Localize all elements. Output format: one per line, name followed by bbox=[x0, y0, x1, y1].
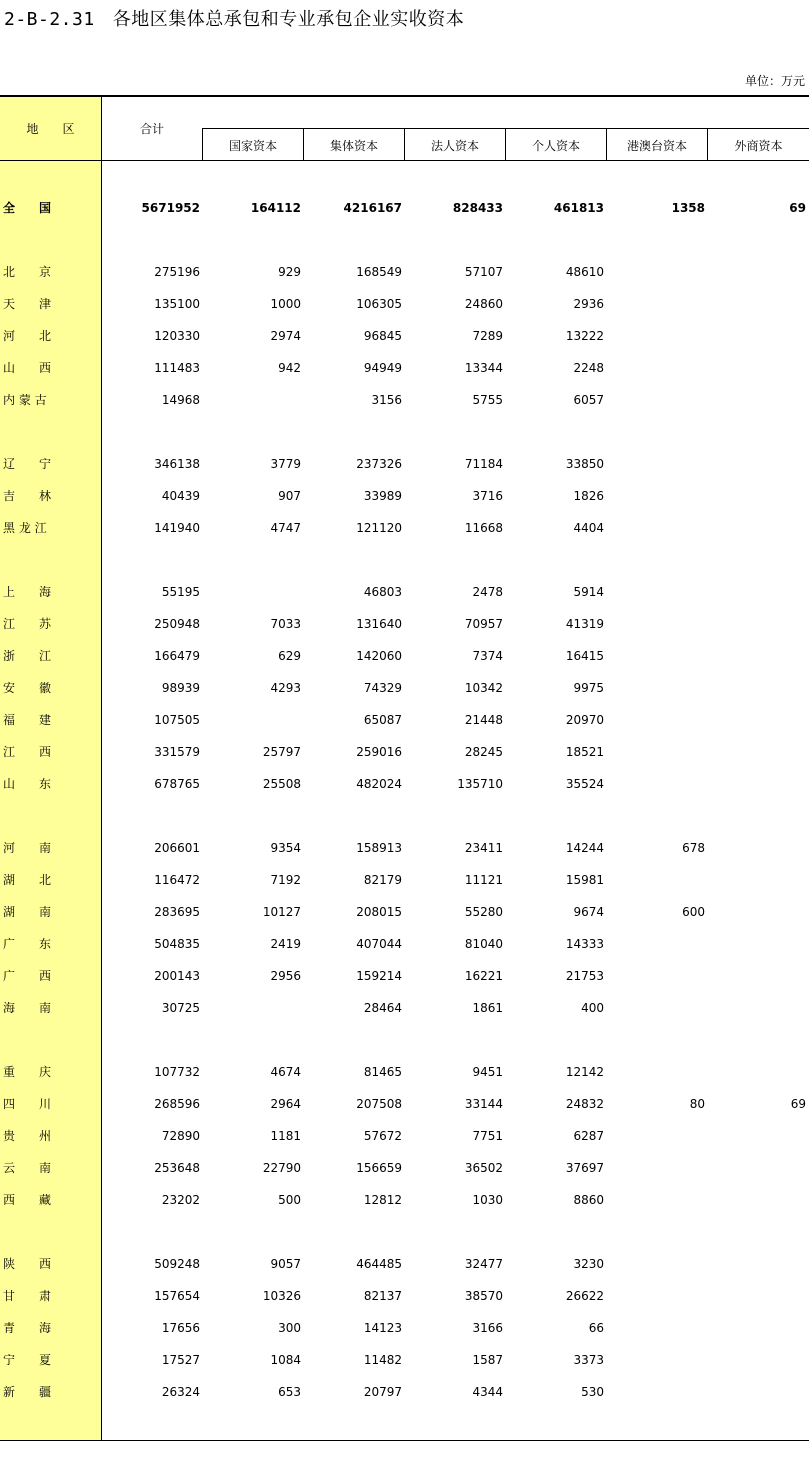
row-value-cell: 10326 bbox=[262, 1289, 301, 1303]
row-value-cell: 530 bbox=[581, 1385, 604, 1399]
table-row bbox=[0, 1382, 809, 1402]
row-value-cell: 106305 bbox=[356, 297, 402, 311]
row-value-cell: 66 bbox=[588, 1321, 604, 1335]
row-value-cell: 1000 bbox=[270, 297, 301, 311]
row-value-cell: 12142 bbox=[565, 1065, 604, 1079]
row-value-cell: 157654 bbox=[154, 1289, 200, 1303]
row-value-cell: 3779 bbox=[270, 457, 301, 471]
row-value-cell: 253648 bbox=[154, 1161, 200, 1175]
row-value-cell: 55280 bbox=[464, 905, 503, 919]
row-value-cell: 206601 bbox=[154, 841, 200, 855]
header-region: 地 区 bbox=[26, 122, 75, 136]
row-value-cell: 1826 bbox=[573, 489, 604, 503]
row-value-cell: 10342 bbox=[464, 681, 503, 695]
row-value-cell: 17527 bbox=[161, 1353, 200, 1367]
row-value-cell: 168549 bbox=[356, 265, 402, 279]
row-value-cell: 41319 bbox=[565, 617, 604, 631]
row-value-cell: 4293 bbox=[270, 681, 301, 695]
row-value-cell: 121120 bbox=[356, 521, 402, 535]
row-value-cell: 16221 bbox=[464, 969, 503, 983]
row-value-cell: 14333 bbox=[565, 937, 604, 951]
row-value-cell: 81465 bbox=[363, 1065, 402, 1079]
row-value-cell: 71184 bbox=[464, 457, 503, 471]
header-individual-capital: 个人资本 bbox=[531, 139, 580, 153]
row-value-cell: 72890 bbox=[161, 1129, 200, 1143]
table-row bbox=[0, 486, 809, 506]
row-value-cell: 500 bbox=[278, 1193, 301, 1207]
row-value-cell: 116472 bbox=[154, 873, 200, 887]
row-value-cell: 9451 bbox=[472, 1065, 503, 1079]
row-value-cell: 629 bbox=[278, 649, 301, 663]
row-region-name: 内 蒙 古 bbox=[3, 393, 47, 407]
row-value-cell: 22790 bbox=[262, 1161, 301, 1175]
row-region-name: 四 川 bbox=[3, 1097, 52, 1111]
table-row bbox=[0, 966, 809, 986]
row-value-cell: 21753 bbox=[565, 969, 604, 983]
row-value-cell: 38570 bbox=[464, 1289, 503, 1303]
row-value-cell: 208015 bbox=[356, 905, 402, 919]
row-value-cell: 11668 bbox=[464, 521, 503, 535]
row-region-name: 浙 江 bbox=[3, 649, 52, 663]
row-value-cell: 26324 bbox=[161, 1385, 200, 1399]
row-value-cell: 8860 bbox=[573, 1193, 604, 1207]
row-value-cell: 14244 bbox=[565, 841, 604, 855]
row-value-cell: 21448 bbox=[464, 713, 503, 727]
row-value-cell: 509248 bbox=[154, 1257, 200, 1271]
row-value-cell: 57107 bbox=[464, 265, 503, 279]
table-top-rule bbox=[0, 95, 809, 97]
row-region-name: 重 庆 bbox=[3, 1065, 52, 1079]
row-value-cell: 2248 bbox=[573, 361, 604, 375]
row-value-cell: 70957 bbox=[464, 617, 503, 631]
row-value-cell: 7033 bbox=[270, 617, 301, 631]
row-value-cell: 259016 bbox=[356, 745, 402, 759]
row-value-cell: 2974 bbox=[270, 329, 301, 343]
row-value-cell: 57672 bbox=[363, 1129, 402, 1143]
table-code: 2-B-2.31 bbox=[4, 9, 95, 30]
row-region-name: 贵 州 bbox=[3, 1129, 52, 1143]
header-legal-person-capital: 法人资本 bbox=[430, 139, 479, 153]
row-value-cell: 48610 bbox=[565, 265, 604, 279]
row-value-cell: 237326 bbox=[356, 457, 402, 471]
row-value-cell: 131640 bbox=[356, 617, 402, 631]
table-row bbox=[0, 1190, 809, 1210]
row-value-cell: 20970 bbox=[565, 713, 604, 727]
row-value-cell: 82137 bbox=[363, 1289, 402, 1303]
row-value-cell: 9057 bbox=[270, 1257, 301, 1271]
row-value-cell: 482024 bbox=[356, 777, 402, 791]
row-value-cell: 464485 bbox=[356, 1257, 402, 1271]
row-region-name: 湖 南 bbox=[3, 905, 52, 919]
row-region-name: 甘 肃 bbox=[3, 1289, 52, 1303]
table-title-text: 各地区集体总承包和专业承包企业实收资本 bbox=[112, 9, 465, 30]
header-foreign-capital: 外商资本 bbox=[734, 139, 783, 153]
row-value-cell: 1358 bbox=[671, 201, 705, 215]
row-value-cell: 33144 bbox=[464, 1097, 503, 1111]
row-region-name: 山 西 bbox=[3, 361, 52, 375]
row-value-cell: 828433 bbox=[452, 201, 503, 215]
row-value-cell: 33850 bbox=[565, 457, 604, 471]
row-region-name: 山 东 bbox=[3, 777, 52, 791]
row-value-cell: 12812 bbox=[363, 1193, 402, 1207]
row-value-cell: 2956 bbox=[270, 969, 301, 983]
row-value-cell: 7289 bbox=[472, 329, 503, 343]
table-row bbox=[0, 678, 809, 698]
table-row bbox=[0, 902, 809, 922]
row-region-name: 福 建 bbox=[3, 713, 52, 727]
row-value-cell: 28245 bbox=[464, 745, 503, 759]
table-title bbox=[4, 5, 464, 31]
row-value-cell: 2964 bbox=[270, 1097, 301, 1111]
row-value-cell: 81040 bbox=[464, 937, 503, 951]
row-value-cell: 3230 bbox=[573, 1257, 604, 1271]
row-region-name: 北 京 bbox=[3, 265, 52, 279]
row-value-cell: 1587 bbox=[472, 1353, 503, 1367]
table-row bbox=[0, 1286, 809, 1306]
row-value-cell: 1084 bbox=[270, 1353, 301, 1367]
row-value-cell: 82179 bbox=[363, 873, 402, 887]
row-value-cell: 24860 bbox=[464, 297, 503, 311]
row-value-cell: 942 bbox=[278, 361, 301, 375]
row-value-cell: 2936 bbox=[573, 297, 604, 311]
row-value-cell: 46803 bbox=[363, 585, 402, 599]
row-value-cell: 15981 bbox=[565, 873, 604, 887]
row-region-name: 广 西 bbox=[3, 969, 52, 983]
row-value-cell: 25797 bbox=[262, 745, 301, 759]
row-value-cell: 9674 bbox=[573, 905, 604, 919]
table-row bbox=[0, 198, 809, 218]
row-value-cell: 653 bbox=[278, 1385, 301, 1399]
row-value-cell: 74329 bbox=[363, 681, 402, 695]
row-region-name: 辽 宁 bbox=[3, 457, 52, 471]
row-value-cell: 13222 bbox=[565, 329, 604, 343]
table-row bbox=[0, 870, 809, 890]
row-value-cell: 28464 bbox=[363, 1001, 402, 1015]
row-value-cell: 346138 bbox=[154, 457, 200, 471]
row-value-cell: 26622 bbox=[565, 1289, 604, 1303]
row-value-cell: 135710 bbox=[457, 777, 503, 791]
row-region-name: 安 徽 bbox=[3, 681, 52, 695]
row-value-cell: 3373 bbox=[573, 1353, 604, 1367]
row-value-cell: 678 bbox=[682, 841, 705, 855]
row-region-name: 云 南 bbox=[3, 1161, 52, 1175]
row-value-cell: 35524 bbox=[565, 777, 604, 791]
row-value-cell: 23202 bbox=[161, 1193, 200, 1207]
row-value-cell: 10127 bbox=[262, 905, 301, 919]
table-row bbox=[0, 742, 809, 762]
row-value-cell: 141940 bbox=[154, 521, 200, 535]
row-region-name: 吉 林 bbox=[3, 489, 52, 503]
row-value-cell: 6287 bbox=[573, 1129, 604, 1143]
row-value-cell: 3156 bbox=[371, 393, 402, 407]
row-value-cell: 25508 bbox=[262, 777, 301, 791]
row-value-cell: 111483 bbox=[154, 361, 200, 375]
row-value-cell: 18521 bbox=[565, 745, 604, 759]
table-row bbox=[0, 998, 809, 1018]
row-value-cell: 907 bbox=[278, 489, 301, 503]
row-value-cell: 80 bbox=[689, 1097, 705, 1111]
row-region-name: 江 西 bbox=[3, 745, 52, 759]
table-row bbox=[0, 294, 809, 314]
row-value-cell: 14123 bbox=[363, 1321, 402, 1335]
row-region-name: 上 海 bbox=[3, 585, 52, 599]
table-row bbox=[0, 646, 809, 666]
row-value-cell: 3716 bbox=[472, 489, 503, 503]
table-row bbox=[0, 934, 809, 954]
row-value-cell: 142060 bbox=[356, 649, 402, 663]
row-value-cell: 5914 bbox=[573, 585, 604, 599]
table-row bbox=[0, 1254, 809, 1274]
table-row bbox=[0, 774, 809, 794]
row-value-cell: 40439 bbox=[161, 489, 200, 503]
row-region-name: 江 苏 bbox=[3, 617, 52, 631]
row-value-cell: 207508 bbox=[356, 1097, 402, 1111]
unit-label: 单位：万元 bbox=[744, 74, 805, 88]
table-row bbox=[0, 262, 809, 282]
row-value-cell: 98939 bbox=[161, 681, 200, 695]
row-value-cell: 11121 bbox=[464, 873, 503, 887]
row-value-cell: 65087 bbox=[363, 713, 402, 727]
row-region-name: 全 国 bbox=[3, 201, 52, 215]
row-value-cell: 33989 bbox=[363, 489, 402, 503]
row-value-cell: 107505 bbox=[154, 713, 200, 727]
row-value-cell: 678765 bbox=[154, 777, 200, 791]
table-row bbox=[0, 838, 809, 858]
row-value-cell: 2419 bbox=[270, 937, 301, 951]
row-value-cell: 159214 bbox=[356, 969, 402, 983]
row-value-cell: 200143 bbox=[154, 969, 200, 983]
table-row bbox=[0, 1062, 809, 1082]
row-value-cell: 32477 bbox=[464, 1257, 503, 1271]
row-value-cell: 30725 bbox=[161, 1001, 200, 1015]
table-row bbox=[0, 518, 809, 538]
row-region-name: 黑 龙 江 bbox=[3, 521, 47, 535]
row-value-cell: 4674 bbox=[270, 1065, 301, 1079]
row-value-cell: 2478 bbox=[472, 585, 503, 599]
row-value-cell: 37697 bbox=[565, 1161, 604, 1175]
table-bottom-rule bbox=[0, 1440, 809, 1441]
row-value-cell: 120330 bbox=[154, 329, 200, 343]
row-value-cell: 16415 bbox=[565, 649, 604, 663]
row-value-cell: 7192 bbox=[270, 873, 301, 887]
row-value-cell: 7374 bbox=[472, 649, 503, 663]
row-value-cell: 5755 bbox=[472, 393, 503, 407]
table-row bbox=[0, 710, 809, 730]
table-row bbox=[0, 1158, 809, 1178]
row-value-cell: 13344 bbox=[464, 361, 503, 375]
table-row bbox=[0, 454, 809, 474]
row-value-cell: 407044 bbox=[356, 937, 402, 951]
row-value-cell: 166479 bbox=[154, 649, 200, 663]
row-value-cell: 268596 bbox=[154, 1097, 200, 1111]
row-value-cell: 4216167 bbox=[343, 201, 402, 215]
row-region-name: 河 南 bbox=[3, 841, 52, 855]
row-value-cell: 283695 bbox=[154, 905, 200, 919]
row-value-cell: 250948 bbox=[154, 617, 200, 631]
row-region-name: 天 津 bbox=[3, 297, 52, 311]
row-value-cell: 24832 bbox=[565, 1097, 604, 1111]
row-value-cell: 36502 bbox=[464, 1161, 503, 1175]
row-value-cell: 55195 bbox=[161, 585, 200, 599]
row-value-cell: 69 bbox=[789, 201, 806, 215]
row-value-cell: 5671952 bbox=[141, 201, 200, 215]
row-value-cell: 504835 bbox=[154, 937, 200, 951]
table-row bbox=[0, 358, 809, 378]
row-region-name: 海 南 bbox=[3, 1001, 52, 1015]
header-hk-macao-taiwan-capital: 港澳台资本 bbox=[626, 139, 687, 153]
row-value-cell: 4404 bbox=[573, 521, 604, 535]
header-state-capital: 国家资本 bbox=[228, 139, 277, 153]
row-value-cell: 275196 bbox=[154, 265, 200, 279]
row-value-cell: 4747 bbox=[270, 521, 301, 535]
row-value-cell: 94949 bbox=[363, 361, 402, 375]
row-value-cell: 164112 bbox=[250, 201, 301, 215]
table-row bbox=[0, 1126, 809, 1146]
row-value-cell: 156659 bbox=[356, 1161, 402, 1175]
row-value-cell: 158913 bbox=[356, 841, 402, 855]
row-region-name: 河 北 bbox=[3, 329, 52, 343]
row-value-cell: 20797 bbox=[363, 1385, 402, 1399]
row-value-cell: 11482 bbox=[363, 1353, 402, 1367]
table-row bbox=[0, 614, 809, 634]
row-value-cell: 9975 bbox=[573, 681, 604, 695]
table-row bbox=[0, 1094, 809, 1114]
row-value-cell: 69 bbox=[790, 1097, 806, 1111]
row-region-name: 广 东 bbox=[3, 937, 52, 951]
row-value-cell: 1181 bbox=[270, 1129, 301, 1143]
header-total: 合计 bbox=[139, 122, 164, 136]
row-value-cell: 1030 bbox=[472, 1193, 503, 1207]
row-value-cell: 400 bbox=[581, 1001, 604, 1015]
header-collective-capital: 集体资本 bbox=[329, 139, 378, 153]
row-value-cell: 96845 bbox=[363, 329, 402, 343]
table-row bbox=[0, 390, 809, 410]
row-value-cell: 331579 bbox=[154, 745, 200, 759]
row-region-name: 宁 夏 bbox=[3, 1353, 52, 1367]
table-row bbox=[0, 1350, 809, 1370]
row-value-cell: 135100 bbox=[154, 297, 200, 311]
row-region-name: 西 藏 bbox=[3, 1193, 52, 1207]
row-value-cell: 107732 bbox=[154, 1065, 200, 1079]
row-value-cell: 929 bbox=[278, 265, 301, 279]
row-value-cell: 6057 bbox=[573, 393, 604, 407]
row-value-cell: 4344 bbox=[472, 1385, 503, 1399]
table-row bbox=[0, 326, 809, 346]
row-value-cell: 461813 bbox=[553, 201, 604, 215]
row-region-name: 青 海 bbox=[3, 1321, 52, 1335]
row-region-name: 陕 西 bbox=[3, 1257, 52, 1271]
table-row bbox=[0, 582, 809, 602]
row-region-name: 新 疆 bbox=[3, 1385, 52, 1399]
row-value-cell: 1861 bbox=[472, 1001, 503, 1015]
row-value-cell: 23411 bbox=[464, 841, 503, 855]
row-region-name: 湖 北 bbox=[3, 873, 52, 887]
table-row bbox=[0, 1318, 809, 1338]
row-value-cell: 3166 bbox=[472, 1321, 503, 1335]
row-value-cell: 7751 bbox=[472, 1129, 503, 1143]
row-value-cell: 14968 bbox=[161, 393, 200, 407]
row-value-cell: 17656 bbox=[161, 1321, 200, 1335]
row-value-cell: 300 bbox=[278, 1321, 301, 1335]
row-value-cell: 600 bbox=[682, 905, 705, 919]
row-value-cell: 9354 bbox=[270, 841, 301, 855]
